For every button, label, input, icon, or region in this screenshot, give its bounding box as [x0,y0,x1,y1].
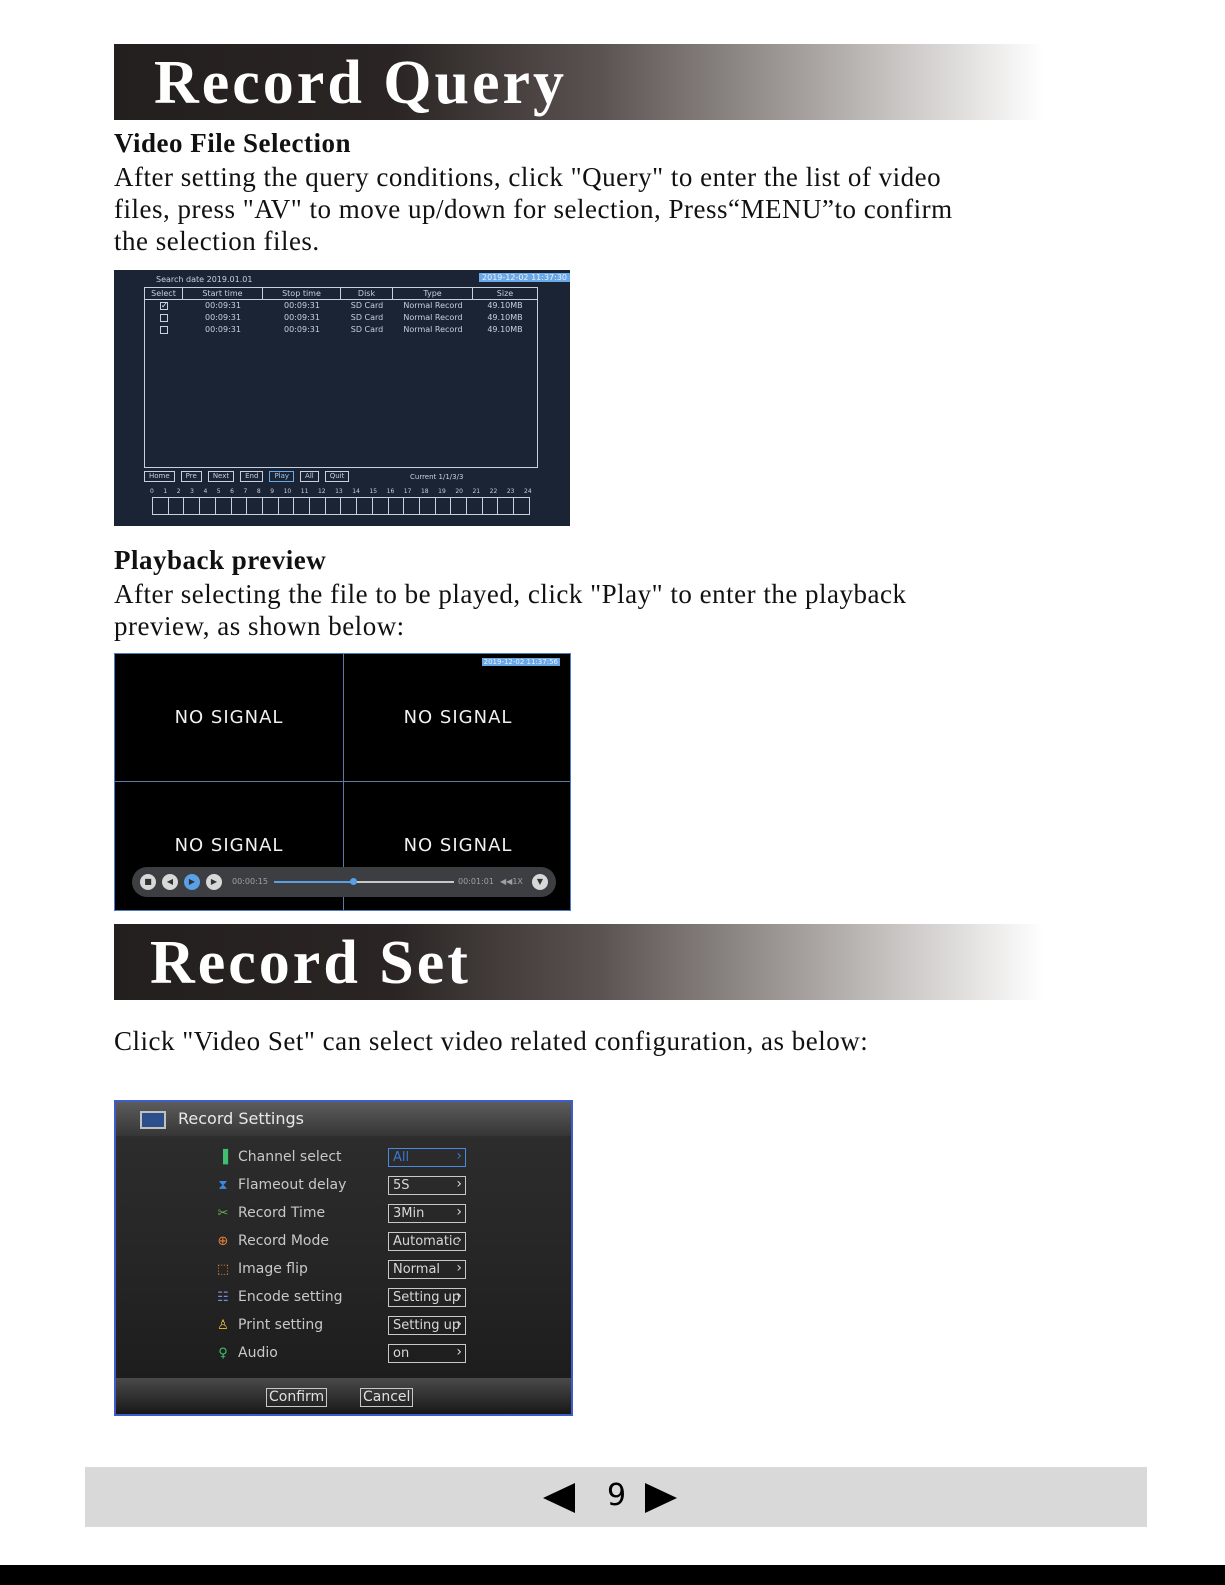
table-row[interactable] [145,312,537,324]
hour-label: 8 [256,488,261,495]
column-header: Size [496,289,514,298]
collapse-icon[interactable]: ▼ [532,874,548,890]
current-time: 00:00:15 [232,877,268,886]
type-cell: Normal Record [403,313,463,322]
record-query-banner [114,44,1044,120]
video-file-selection-heading: Video File Selection [114,128,351,158]
stop-icon[interactable]: ■ [140,874,156,890]
setting-value-dropdown[interactable]: 5S › [388,1176,466,1195]
hour-label: 23 [506,488,515,495]
grid-divider [115,781,570,782]
timeline-cell[interactable] [294,498,310,514]
settings-header [116,1102,571,1136]
checkbox-checked-icon[interactable]: ✓ [161,301,168,310]
microphone-icon: ♀ [218,1346,228,1361]
hour-label: 2 [176,488,181,495]
channel-1-no-signal: NO SIGNAL [174,707,284,728]
hour-label: 22 [489,488,498,495]
table-row[interactable] [145,300,537,312]
table-header [145,288,537,300]
hour-label: 13 [335,488,343,495]
timeline-cell[interactable] [420,498,436,514]
button-row [144,471,349,482]
hour-label: 6 [230,488,234,495]
hour-label: 21 [472,488,481,495]
size-cell: 49.10MB [487,301,523,310]
playback-screenshot [114,653,571,911]
setting-value-dropdown[interactable]: Setting up › [388,1288,466,1307]
hour-label: 12 [317,488,326,495]
setting-value-dropdown[interactable]: on › [388,1344,466,1363]
hour-label: 1 [163,488,168,495]
setting-label: Encode setting [238,1289,343,1305]
hour-label: 24 [524,488,532,495]
confirm-button[interactable]: Confirm [266,1388,327,1407]
timeline-cell[interactable] [514,498,529,514]
timeline-cell[interactable] [483,498,499,514]
table-body [145,300,537,336]
stop-time-cell: 00:09:31 [284,301,320,310]
scissors-icon: ✂ [217,1206,229,1221]
disk-cell: SD Card [350,325,384,334]
setting-value-dropdown[interactable]: All › [388,1148,466,1167]
current-indicator: Current 1/1/3/3 [410,473,464,481]
channel-4-no-signal: NO SIGNAL [403,835,513,856]
query-button-home[interactable]: Home [144,471,175,482]
record-set-banner [114,924,1044,1000]
hour-label: 19 [438,488,446,495]
hour-label: 11 [300,488,309,495]
previous-page-icon[interactable] [543,1483,575,1513]
rewind-icon[interactable]: ◀ [162,874,178,890]
setting-value-dropdown[interactable]: Automatic › [388,1232,466,1251]
timeline-cell[interactable] [326,498,342,514]
select-checkbox[interactable] [145,324,183,336]
type-cell: Normal Record [403,325,463,334]
section-title: Record Set [150,929,471,997]
text-line: preview, as shown below: [114,611,405,641]
speed-indicator [500,877,523,886]
timeline-cell[interactable] [153,498,169,514]
flip-icon: ⬚ [216,1262,230,1277]
query-button-play[interactable]: Play [269,471,294,482]
setting-label: Record Mode [238,1233,329,1249]
speed-icon: ◀◀ [500,877,513,886]
channel-2-no-signal: NO SIGNAL [403,707,513,728]
text-line: the selection files. [114,226,320,256]
setting-label: Flameout delay [238,1177,347,1193]
hour-label: 5 [216,488,221,495]
file-table [144,287,538,468]
timeline-cell[interactable] [389,498,405,514]
speed-value: 1X [512,877,523,886]
setting-value-dropdown[interactable]: 3Min › [388,1204,466,1223]
timeline-cell[interactable] [404,498,420,514]
section-title: Record Query [154,49,568,117]
playback-control-bar [132,867,556,897]
text-line: After setting the query conditions, click "Query" to enter the list of video [114,162,942,192]
timeline-cell[interactable] [279,498,295,514]
stop-time-cell: 00:09:31 [284,325,320,334]
select-checkbox[interactable] [145,300,183,312]
disk-cell: SD Card [350,301,384,310]
setting-label: Record Time [238,1205,326,1221]
text-line: After selecting the file to be played, click "Play" to enter the playback [114,579,907,609]
channel-icon: ▐ [218,1150,228,1165]
column-header: Select [145,288,183,299]
timeline-cell[interactable] [247,498,263,514]
column-header: Stop time [263,288,341,299]
timestamp: 2019-12-02 11:37:56 [483,658,558,666]
record-set-text: Click "Video Set" can select video related configuration, as below: [114,1026,869,1056]
hour-label: 18 [420,488,429,495]
timeline-cell[interactable] [263,498,279,514]
timeline-cell[interactable] [451,498,467,514]
setting-label: Print setting [238,1317,324,1333]
page-navigation [85,1467,1147,1527]
table-row[interactable] [145,324,537,336]
video-settings-icon [140,1111,166,1129]
record-mode-icon: ⊕ [217,1234,229,1249]
query-button-all[interactable]: All [300,471,319,482]
hour-label: 0 [150,488,154,495]
size-cell: 49.10MB [487,313,523,322]
start-time-cell: 00:09:31 [205,301,241,310]
next-page-icon[interactable] [645,1483,677,1513]
hour-label: 15 [369,488,378,495]
checkbox-icon[interactable] [160,314,168,322]
page-number: 9 [607,1478,627,1513]
hour-label: 14 [352,488,360,495]
query-screenshot [114,270,570,526]
cancel-button[interactable]: Cancel [360,1388,413,1407]
timeline-cell[interactable] [184,498,200,514]
select-checkbox[interactable] [145,312,183,324]
stamp-icon: ♙ [217,1318,229,1333]
column-header: Type [393,288,473,299]
hour-label: 3 [190,488,194,495]
bottom-border [0,1565,1225,1585]
timeline-cell[interactable] [467,498,483,514]
query-button-quit[interactable]: Quit [325,471,350,482]
hour-label: 10 [283,488,292,495]
timeline-cell[interactable] [310,498,326,514]
hour-label: 16 [386,488,395,495]
setting-label: Channel select [238,1149,342,1165]
timeline-cell[interactable] [341,498,357,514]
channel-3-no-signal: NO SIGNAL [174,835,284,856]
hour-label: 20 [455,488,463,495]
timeline-cell[interactable] [357,498,373,514]
size-cell: 49.10MB [487,325,523,334]
type-cell: Normal Record [403,301,463,310]
record-settings-screenshot [114,1100,573,1416]
timeline-cell[interactable] [436,498,452,514]
timeline-cell[interactable] [216,498,232,514]
setting-value-dropdown[interactable]: Setting up › [388,1316,466,1335]
progress-fill [274,881,353,883]
total-time: 00:01:01 [458,877,494,886]
playback-preview-heading: Playback preview [114,545,327,575]
setting-label: Image flip [238,1261,308,1277]
column-header: Disk [341,288,393,299]
settings-footer [116,1378,571,1414]
search-date: Search date 2019.01.01 [156,275,253,284]
progress-slider[interactable] [274,881,454,883]
timeline-cell[interactable] [498,498,514,514]
hour-label: 7 [243,488,248,495]
progress-handle[interactable] [350,878,357,885]
timeline-grid[interactable] [152,497,530,515]
hour-label: 9 [270,488,275,495]
stop-time-cell: 00:09:31 [284,313,320,322]
settings-title: Record Settings [178,1109,304,1128]
encode-icon: ☷ [217,1290,229,1305]
timeline-cell[interactable] [200,498,216,514]
query-button-pre[interactable]: Pre [181,471,202,482]
timeline-cell[interactable] [169,498,185,514]
setting-value-dropdown[interactable]: Normal › [388,1260,466,1279]
start-time-cell: 00:09:31 [205,313,241,322]
hourglass-icon: ⧗ [218,1178,228,1193]
timestamp: 2019-12-02 11:37:30 [479,273,570,282]
video-file-selection-text [114,161,1074,257]
text-line: files, press "AV" to move up/down for selection, Press“MENU”to confirm [114,194,953,224]
fast-forward-icon[interactable]: ▶ [206,874,222,890]
playback-preview-text [114,578,1074,642]
checkbox-icon[interactable] [160,326,168,334]
query-button-next[interactable]: Next [208,471,234,482]
hour-labels [150,488,532,495]
start-time-cell: 00:09:31 [205,325,241,334]
disk-cell: SD Card [350,313,384,322]
hour-label: 4 [203,488,208,495]
setting-label: Audio [238,1345,278,1361]
timeline-cell[interactable] [232,498,248,514]
column-header: Start time [183,288,263,299]
hour-label: 17 [403,488,412,495]
query-button-end[interactable]: End [240,471,263,482]
timeline-cell[interactable] [373,498,389,514]
play-icon[interactable]: ▶ [184,874,200,890]
